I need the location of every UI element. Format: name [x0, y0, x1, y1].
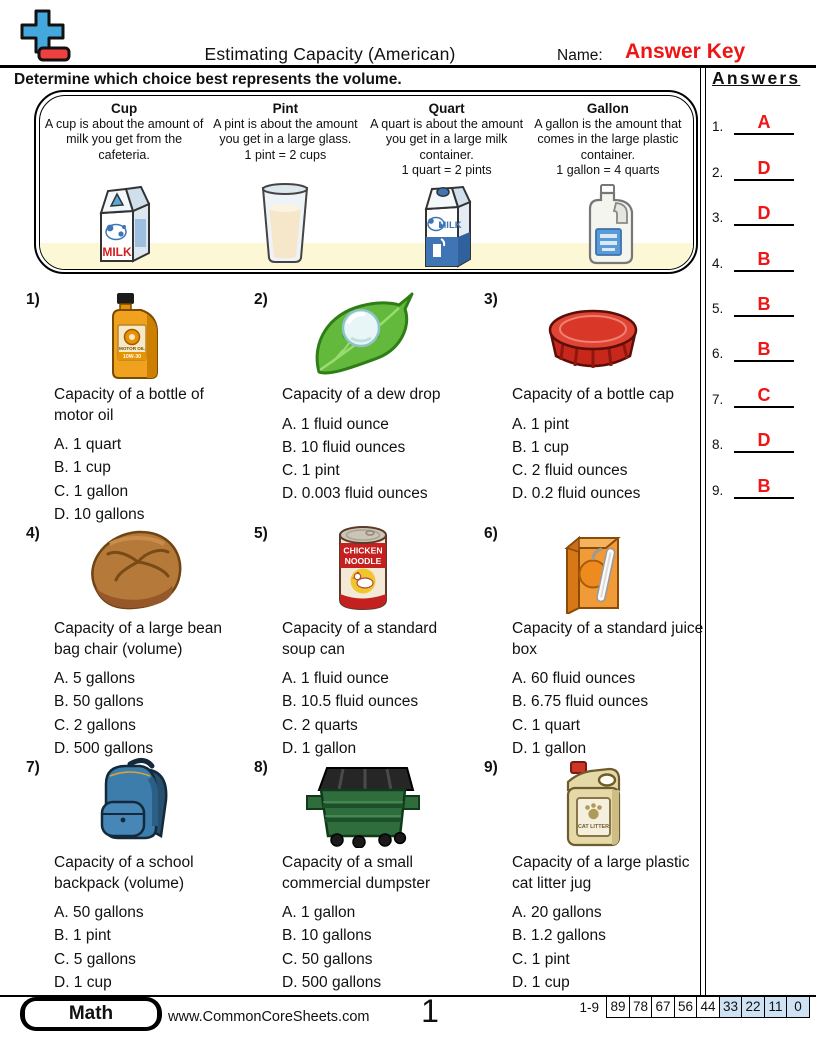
bean-bag-chair-illustration	[60, 522, 210, 614]
question-caption: Capacity of a standard juice box	[512, 620, 704, 658]
question-7	[18, 756, 242, 994]
option-d: D. 500 gallons	[282, 973, 382, 991]
capacity-reference-box	[34, 90, 698, 274]
answer-row-3	[712, 181, 816, 226]
answer-letter: D	[757, 203, 771, 224]
milk-carton-icon	[89, 179, 159, 265]
glass-of-milk-illustration	[256, 181, 314, 266]
option-c: C. 5 gallons	[54, 950, 136, 968]
option-b: B. 6.75 fluid ounces	[512, 693, 649, 711]
soup-can-illustration	[288, 522, 438, 614]
answer-row-6	[712, 317, 816, 362]
option-c: C. 1 gallon	[54, 482, 129, 500]
score-cell: 89	[606, 996, 630, 1018]
quart-milk-carton-illustration	[416, 179, 478, 270]
website-link[interactable]: www.CommonCoreSheets.com	[168, 1009, 370, 1025]
quart-carton-label: MILK	[438, 219, 462, 231]
answer-number: 9.	[712, 482, 724, 498]
gallon-jug-illustration	[574, 179, 642, 268]
juice-box-illustration	[518, 522, 668, 614]
half-pint-milk-carton-illustration	[89, 179, 159, 266]
answer-blank	[734, 476, 794, 499]
option-c: C. 2 quarts	[282, 716, 358, 734]
question-8	[246, 756, 470, 994]
definition-title-quart: Quart	[428, 100, 465, 116]
question-options	[54, 667, 242, 760]
motor-oil-bottle-illustration	[60, 288, 210, 380]
question-caption: Capacity of a bottle of motor oil	[54, 386, 204, 424]
answer-letter: B	[757, 475, 771, 496]
juice-box-icon	[559, 522, 627, 614]
score-cell: 0	[786, 996, 810, 1018]
option-a: A. 1 fluid ounce	[282, 670, 389, 687]
question-3	[476, 288, 700, 506]
question-6	[476, 522, 704, 760]
milk-carton-label: MILK	[102, 244, 132, 259]
definition-conversion-quart: 1 quart = 2 pints	[401, 163, 492, 177]
option-b: B. 50 gallons	[54, 693, 144, 711]
answer-letter: D	[757, 157, 771, 178]
capacity-reference-box-inner	[39, 95, 694, 270]
answer-letter: C	[757, 384, 771, 405]
soup-can-label-line2: NOODLE	[344, 556, 382, 566]
answer-row-9	[712, 453, 816, 498]
question-number: 6)	[484, 525, 498, 542]
answer-row-1	[712, 90, 816, 135]
option-c: C. 50 gallons	[282, 950, 373, 968]
commoncoresheets-logo	[16, 5, 74, 65]
definition-desc-cup: A cup is about the amount of milk you get from the cafeteria.	[44, 116, 204, 162]
answer-blank	[734, 203, 794, 226]
answer-number: 8.	[712, 437, 724, 453]
question-number: 2)	[254, 291, 268, 308]
definition-title-pint: Pint	[272, 100, 299, 116]
option-a: A. 1 quart	[54, 436, 122, 453]
definition-title-cup: Cup	[111, 100, 138, 116]
option-a: A. 1 gallon	[282, 904, 356, 921]
option-b: B. 10.5 fluid ounces	[282, 693, 419, 711]
answer-letter: B	[757, 248, 771, 269]
answer-letter: B	[757, 293, 771, 314]
option-c: C. 1 pint	[512, 950, 570, 968]
question-options	[282, 667, 470, 760]
option-a: A. 1 fluid ounce	[282, 415, 389, 433]
question-options	[512, 667, 700, 760]
question-number: 8)	[254, 759, 268, 776]
score-cell: 44	[696, 996, 720, 1018]
question-number: 9)	[484, 759, 498, 776]
option-a: A. 60 fluid ounces	[512, 670, 636, 687]
option-d: D. 0.2 fluid ounces	[512, 485, 641, 503]
answer-number: 7.	[712, 391, 724, 407]
definition-title-gallon: Gallon	[586, 100, 629, 116]
question-options	[54, 433, 242, 526]
instruction-text: Determine which choice best represents the volume.	[14, 71, 402, 88]
definition-pint	[205, 101, 366, 266]
option-d: D. 1 cup	[54, 973, 112, 991]
soup-can-icon	[332, 522, 394, 614]
score-table	[579, 996, 810, 1018]
question-4	[18, 522, 242, 760]
school-backpack-illustration	[60, 756, 210, 848]
option-d: D. 500 gallons	[54, 739, 154, 757]
answer-letter: D	[757, 430, 771, 451]
answer-number: 2.	[712, 164, 724, 180]
answer-blank	[734, 112, 794, 135]
answer-letter: B	[757, 339, 771, 360]
motor-oil-label-line1: MOTOR OIL	[119, 346, 145, 351]
plus-minus-logo-icon	[16, 5, 74, 65]
definition-cup	[44, 101, 205, 266]
score-cell: 22	[741, 996, 765, 1018]
answer-blank	[734, 339, 794, 362]
answer-row-5	[712, 272, 816, 317]
name-value-answer-key: Answer Key	[625, 40, 746, 63]
question-number: 1)	[26, 291, 40, 308]
option-a: A. 20 gallons	[512, 904, 602, 921]
motor-oil-label-line2: 10W-30	[122, 354, 142, 360]
option-b: B. 10 fluid ounces	[282, 438, 406, 456]
answer-row-8	[712, 408, 816, 453]
option-c: C. 1 quart	[512, 716, 581, 734]
answer-blank	[734, 249, 794, 272]
question-caption: Capacity of a school backpack (volume)	[54, 854, 194, 892]
question-caption: Capacity of a dew drop	[282, 386, 441, 403]
question-number: 4)	[26, 525, 40, 542]
question-number: 7)	[26, 759, 40, 776]
question-5	[246, 522, 470, 760]
answer-number: 5.	[712, 300, 724, 316]
definition-desc-quart: A quart is about the amount you get in a large milk container.	[370, 116, 524, 162]
definition-desc-gallon: A gallon is the amount that comes in the large plastic container.	[534, 116, 682, 162]
page-number: 1	[421, 993, 439, 1029]
question-number: 3)	[484, 291, 498, 308]
subject-label: Math	[25, 1001, 157, 1027]
question-9	[476, 756, 700, 994]
subject-badge	[20, 997, 162, 1031]
question-options	[54, 901, 242, 994]
answer-number: 1.	[712, 119, 724, 135]
option-a: A. 1 pint	[512, 415, 569, 433]
score-cell: 33	[719, 996, 743, 1018]
definition-gallon	[527, 101, 688, 266]
question-caption: Capacity of a large bean bag chair (volume)	[54, 620, 223, 658]
soup-can-label-line1: CHICKEN	[343, 545, 383, 556]
question-caption: Capacity of a bottle cap	[512, 386, 674, 403]
answer-blank	[734, 158, 794, 181]
option-b: B. 1 cup	[512, 438, 569, 456]
option-d: D. 1 cup	[512, 973, 570, 991]
question-options	[282, 901, 470, 994]
option-c: C. 2 gallons	[54, 716, 136, 734]
question-options	[282, 413, 470, 506]
option-b: B. 10 gallons	[282, 927, 372, 945]
bottle-cap-icon	[539, 296, 647, 380]
answers-heading: Answers	[712, 68, 801, 88]
definition-desc-pint: A pint is about the amount you get in a large glass.	[213, 116, 358, 146]
dew-drop-on-leaf-illustration	[288, 288, 438, 380]
option-c: C. 1 pint	[282, 462, 340, 480]
answer-row-4	[712, 226, 816, 271]
option-c: C. 2 fluid ounces	[512, 462, 628, 480]
question-2	[246, 288, 470, 506]
question-caption: Capacity of a large plastic cat litter jug	[512, 854, 690, 892]
glass-of-milk-icon	[256, 181, 314, 265]
score-range-label: 1-9	[579, 999, 599, 1015]
question-number: 5)	[254, 525, 268, 542]
answer-blank	[734, 294, 794, 317]
definition-quart	[366, 101, 527, 266]
answer-blank	[734, 385, 794, 408]
question-options	[512, 413, 700, 506]
answers-column	[706, 66, 816, 499]
quart-carton-icon	[416, 179, 478, 269]
score-cell: 11	[764, 996, 788, 1018]
name-label: Name:	[557, 47, 603, 64]
score-cell: 56	[674, 996, 698, 1018]
commercial-dumpster-illustration	[288, 756, 438, 848]
answer-number: 3.	[712, 210, 724, 226]
motor-oil-bottle-icon	[103, 290, 167, 380]
gallon-jug-icon	[574, 179, 642, 267]
question-caption: Capacity of a standard soup can	[282, 620, 438, 658]
question-options	[512, 901, 700, 994]
cat-litter-jug-illustration	[518, 756, 668, 848]
answer-number: 4.	[712, 255, 724, 271]
definition-conversion-gallon: 1 gallon = 4 quarts	[556, 163, 660, 177]
page-title: Estimating Capacity (American)	[204, 44, 456, 64]
option-b: B. 1.2 gallons	[512, 927, 606, 945]
answer-row-7	[712, 362, 816, 407]
option-d: D. 0.003 fluid ounces	[282, 485, 428, 503]
answer-letter: A	[757, 112, 771, 133]
option-d: D. 1 gallon	[512, 739, 587, 757]
definition-conversion-pint: 1 pint = 2 cups	[244, 147, 327, 162]
option-d: D. 1 gallon	[282, 739, 357, 757]
cat-litter-jug-icon	[555, 756, 631, 848]
question-1	[18, 288, 242, 526]
dumpster-icon	[303, 756, 423, 848]
bean-bag-icon	[80, 524, 190, 614]
option-a: A. 5 gallons	[54, 670, 135, 687]
red-bottle-cap-illustration	[518, 288, 668, 380]
option-d: D. 10 gallons	[54, 505, 145, 523]
score-cell: 67	[651, 996, 675, 1018]
option-b: B. 1 pint	[54, 927, 111, 945]
cat-litter-label: CAT LITTER	[577, 824, 610, 830]
answer-number: 6.	[712, 346, 724, 362]
option-a: A. 50 gallons	[54, 904, 144, 921]
header-divider	[0, 65, 816, 68]
question-caption: Capacity of a small commercial dumpster	[282, 854, 431, 892]
dew-drop-leaf-icon	[307, 292, 419, 380]
backpack-icon	[88, 756, 182, 848]
answer-row-2	[712, 135, 816, 180]
option-b: B. 1 cup	[54, 459, 111, 477]
score-cell: 78	[629, 996, 653, 1018]
answer-blank	[734, 430, 794, 453]
